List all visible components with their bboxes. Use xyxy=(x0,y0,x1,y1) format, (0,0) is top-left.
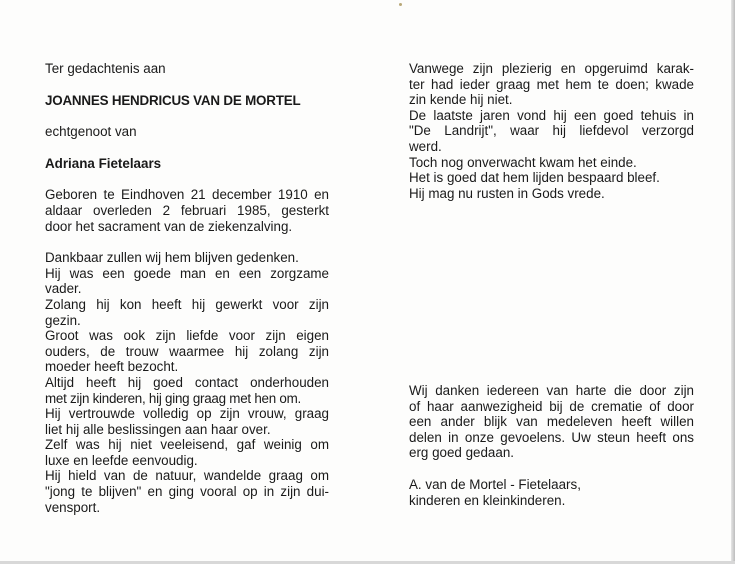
body-line: werd. xyxy=(409,138,442,154)
body-line: "jong te blijven" en ging vooral op in zijn dui- xyxy=(45,484,329,500)
left-column xyxy=(45,61,329,515)
thanks-line: of haar aanwezigheid bij de crematie of door xyxy=(409,398,694,414)
body-line: Groot was ook zijn liefde voor zijn eigen xyxy=(45,328,329,344)
body-line: Hij mag nu rusten in Gods vrede. xyxy=(409,185,605,201)
signature-line: A. van de Mortel - Fietelaars, xyxy=(409,476,581,492)
birth-line: aldaar overleden 2 februari 1985, gesterkt xyxy=(45,202,329,218)
spouse-name: Adriana Fietelaars xyxy=(45,155,162,171)
card-right-edge xyxy=(731,0,735,564)
body-line: Zelf was hij niet veeleisend, gaf weinig om xyxy=(45,437,329,453)
body-line: Hij vertrouwde volledig op zijn vrouw, graag xyxy=(45,406,329,422)
thanks-line: erg goed gedaan. xyxy=(409,445,514,461)
birth-line: door het sacrament van de ziekenzalving. xyxy=(45,218,293,234)
body-line: De laatste jaren vond hij een goed tehuis in xyxy=(409,107,694,123)
body-line: Hij was een goede man en een zorgzame xyxy=(45,265,329,281)
thanks-line: Wij danken iedereen van harte die door zijn xyxy=(409,383,694,398)
intro-text: Ter gedachtenis aan xyxy=(45,61,166,76)
body-line: zin kende hij niet. xyxy=(409,92,513,108)
body-line: vensport. xyxy=(45,499,101,515)
body-line: gezin. xyxy=(45,312,81,328)
signature-line: kinderen en kleinkinderen. xyxy=(409,492,566,508)
body-line: ouders, de trouw waarmee hij zolang zijn xyxy=(45,343,329,359)
body-line: Hij hield van de natuur, wandelde graag om xyxy=(45,468,329,484)
body-line: vader. xyxy=(45,281,82,297)
body-line: met zijn kinderen, hij ging graag met hen om. xyxy=(45,390,301,406)
body-line: Het is goed dat hem lijden bespaard bleef. xyxy=(409,170,660,186)
paper-speck xyxy=(399,3,402,6)
body-line: ter had ieder graag met hem te doen; kwade xyxy=(409,76,694,92)
body-line: Vanwege zijn plezierig en opgeruimd karak- xyxy=(409,61,694,76)
spouse-intro: echtgenoot van xyxy=(45,124,137,140)
body-line: luxe en leefde eenvoudig. xyxy=(45,452,198,468)
deceased-name: JOANNES HENDRICUS VAN DE MORTEL xyxy=(45,92,301,108)
body-line: moeder heeft bezocht. xyxy=(45,359,179,375)
body-line: Altijd heeft hij goed contact onderhouden xyxy=(45,374,329,390)
right-column-bottom xyxy=(409,383,694,508)
birth-line: Geboren te Eindhoven 21 december 1910 en xyxy=(45,187,329,203)
body-line: Dankbaar zullen wij hem blijven gedenken. xyxy=(45,250,299,266)
thanks-line: een ander blijk van medeleven heeft willen xyxy=(409,414,694,430)
thanks-line: delen in onze gevoelens. Uw steun heeft ons xyxy=(409,429,694,445)
body-line: liet hij alle beslissingen aan haar over. xyxy=(45,421,271,437)
body-line: Toch nog onverwacht kwam het einde. xyxy=(409,154,637,170)
body-line: Zolang hij kon heeft hij gewerkt voor zijn xyxy=(45,296,329,312)
right-column-top xyxy=(409,61,694,201)
body-line: "De Landrijt", waar hij liefdevol verzorgd xyxy=(409,123,694,139)
